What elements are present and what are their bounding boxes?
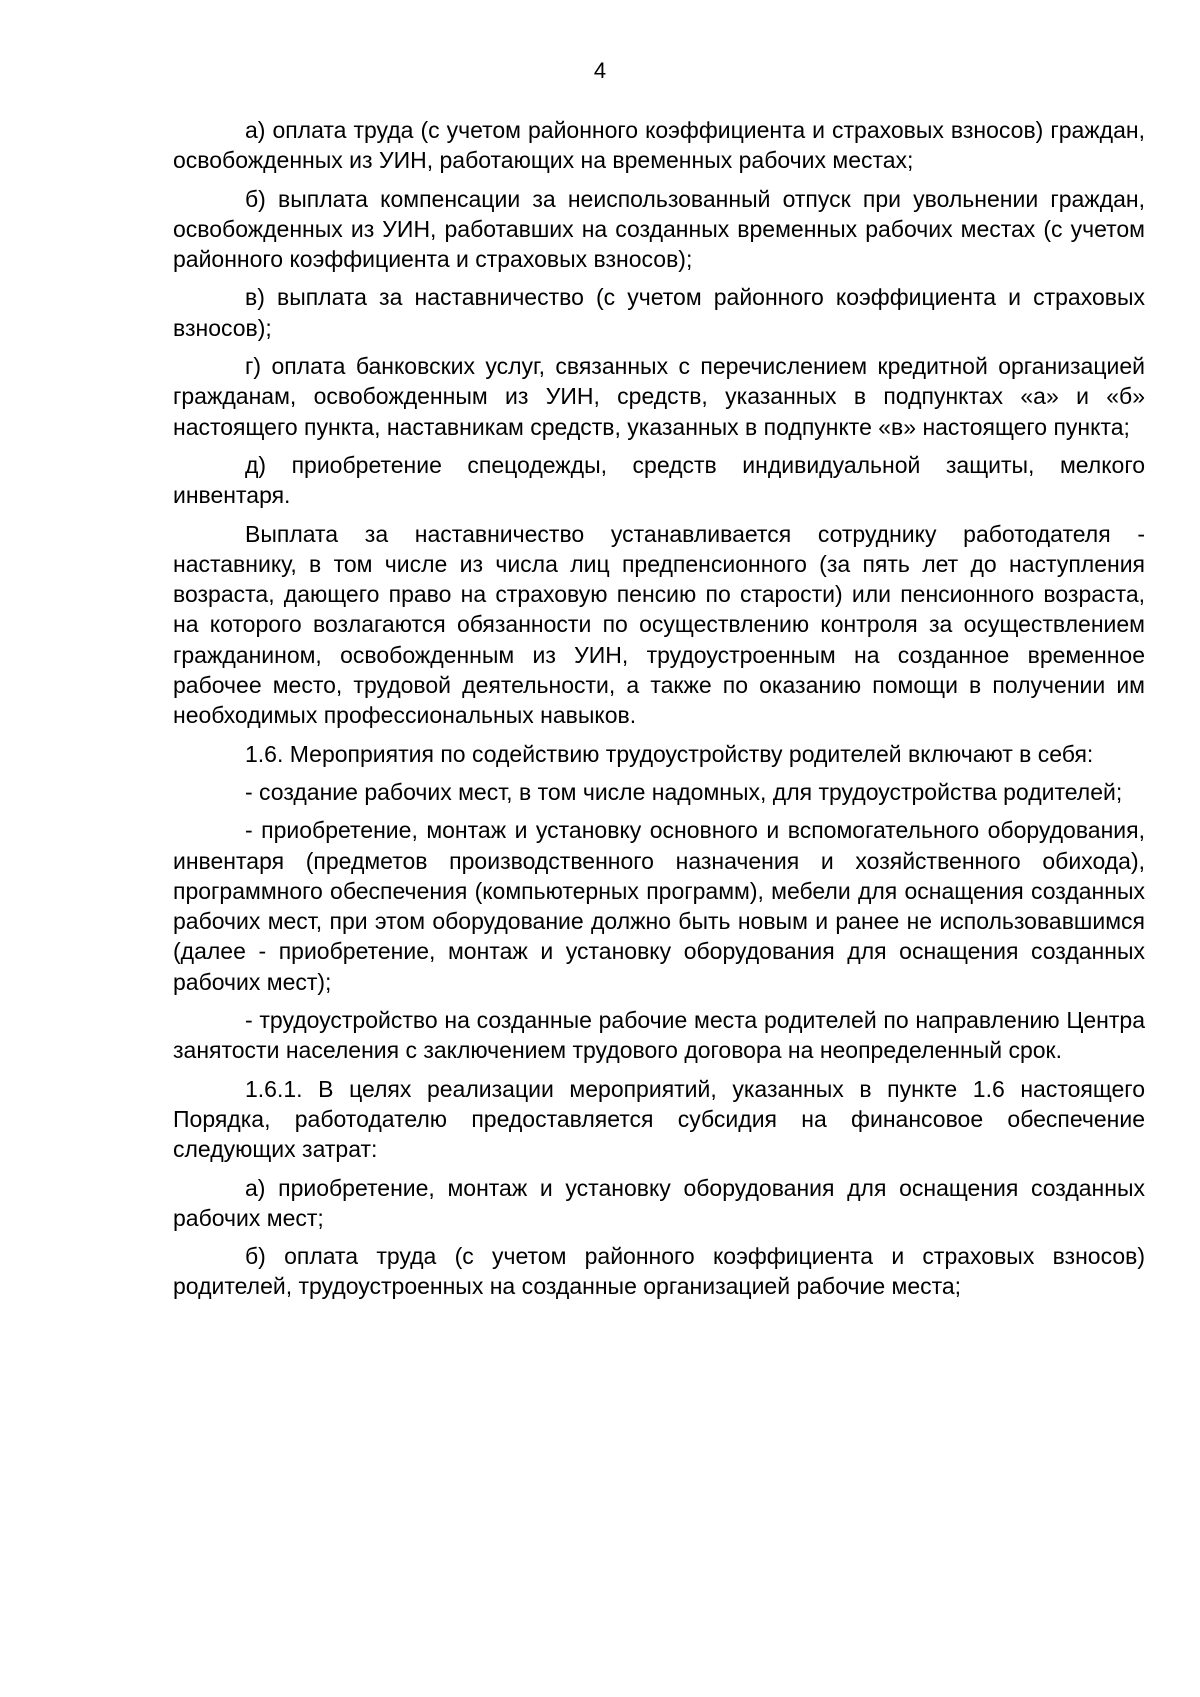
paragraph-item-d-workwear: д) приобретение спецодежды, средств индивидуальной защиты, мелкого инвентаря. — [173, 451, 1145, 509]
paragraph-dash-employment: - трудоустройство на созданные рабочие места родителей по направлению Центра занятости населения с заключением трудового договора на неопределенный срок. — [173, 1007, 1145, 1064]
paragraph-item-a-equipment: а) приобретение, монтаж и установку оборудования для оснащения созданных рабочих мест; — [173, 1174, 1145, 1231]
paragraph-item-v-mentoring: в) выплата за наставничество (с учетом районного коэффициента и страховых взносов); — [173, 284, 1145, 341]
paragraph-section-1-6-1: 1.6.1. В целях реализации мероприятий, указанных в пункте 1.6 настоящего Порядка, работодателю предоставляется субсидия на финансовое обеспечение следующих затрат: — [173, 1075, 1145, 1163]
paragraph-item-b-compensation: б) выплата компенсации за неиспользованный отпуск при увольнении граждан, освобожденных из УИН, работавших на созданных временных рабочих местах (с учетом районного коэффициента и страховых взносов); — [173, 185, 1145, 273]
document-body — [173, 115, 1145, 1310]
paragraph-item-b-parents-pay: б) оплата труда (с учетом районного коэффициента и страховых взносов) родителей, трудоустроенных на созданные организацией рабочие места; — [173, 1243, 1145, 1300]
paragraph-dash-equipment: - приобретение, монтаж и установку основного и вспомогательного оборудования, инвентаря (предметов производственного назначения и хозяйственного обихода), программного обеспечения (компьютерных программ), мебели для оснащения созданных рабочих мест, при этом оборудование должно быть новым и ранее не использовавшимся (далее - приобретение, монтаж и установку оборудования для оснащения созданных рабочих мест); — [173, 817, 1145, 995]
paragraph-item-g-bank-services: г) оплата банковских услуг, связанных с перечислением кредитной организацией гражданам, освобожденным из УИН, средств, указанных в подпунктах «а» и «б» настоящего пункта, наставникам средств, указанных в подпункте «в» настоящего пункта; — [173, 353, 1145, 440]
paragraph-dash-create-jobs: - создание рабочих мест, в том числе надомных, для трудоустройства родителей; — [245, 778, 1123, 805]
paragraph-item-a-pay: а) оплата труда (с учетом районного коэффициента и страховых взносов) граждан, освобожденных из УИН, работающих на временных рабочих местах; — [173, 117, 1145, 174]
paragraph-mentoring-payment: Выплата за наставничество устанавливается сотруднику работодателя - наставнику, в том числе из числа лиц предпенсионного (за пять лет до наступления возраста, дающего право на страховую пенсию по старости) или пенсионного возраста, на которого возлагаются обязанности по осуществлению контроля за осуществлением гражданином, освобожденным из УИН, трудоустроенным на созданное временное рабочее место, трудовой деятельности, а также по оказанию помощи в получении им необходимых профессиональных навыков. — [173, 520, 1145, 729]
page-number: 4 — [593, 58, 607, 83]
paragraph-section-1-6: 1.6. Мероприятия по содействию трудоустройству родителей включают в себя: — [245, 740, 1094, 767]
